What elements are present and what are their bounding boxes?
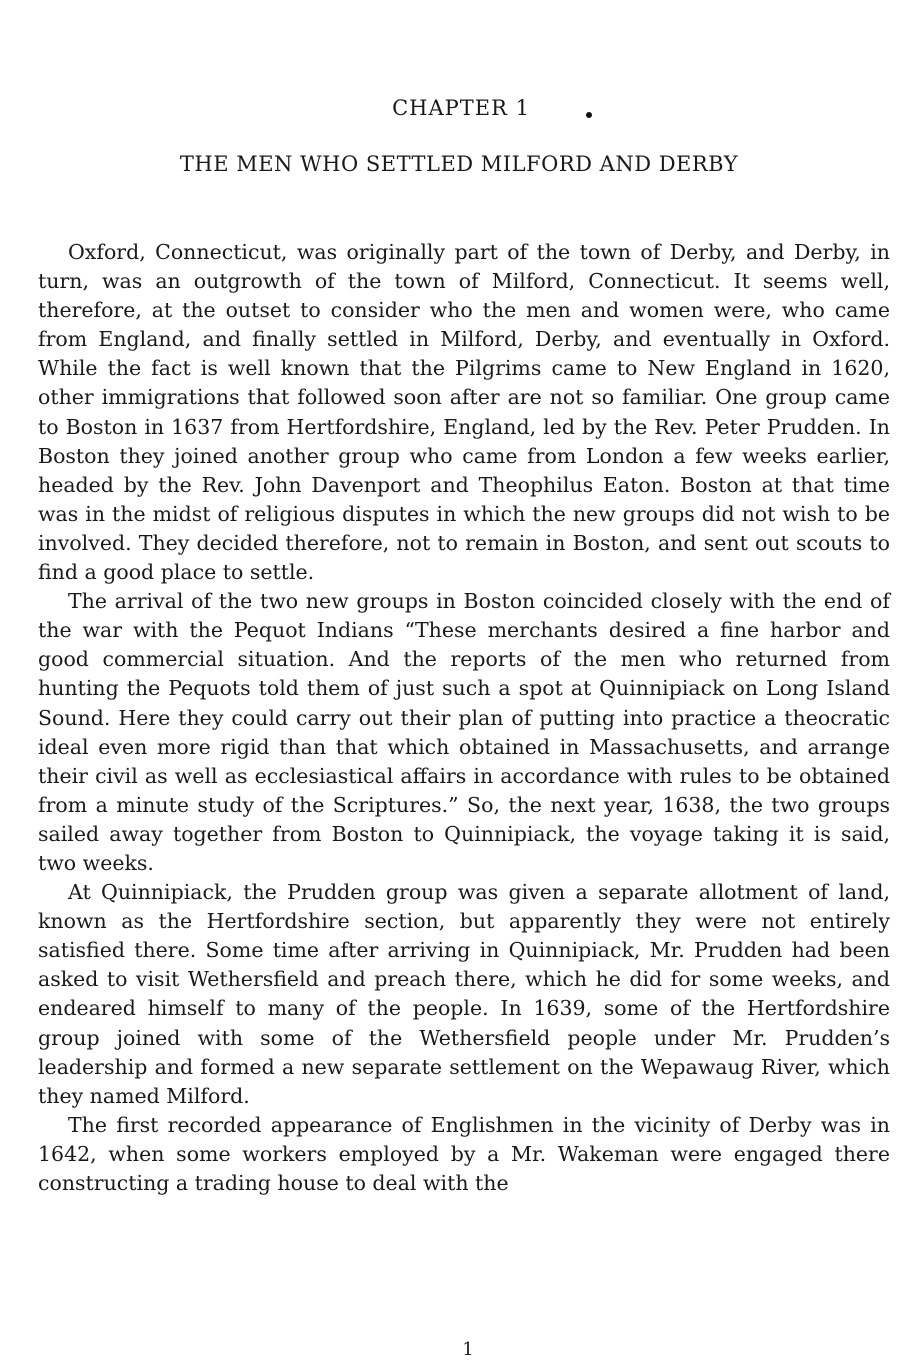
body-text — [38, 238, 890, 1198]
chapter-label: CHAPTER 1 — [392, 96, 530, 120]
chapter-title: THE MEN WHO SETTLED MILFORD AND DERBY — [179, 152, 739, 176]
paragraph: At Quinnipiack, the Prudden group was given a separate allotment of land, known as the Hertfordshire section, but apparently they were not entirely satisfied there. Some time after arriving in Quinnipiack, Mr. Prudden had been asked to visit Wethersfield and preach there, which he did for some weeks, and endeared himself to many of the people. In 1639, some of the Hertfordshire group joined with some of the Wethersfield people under Mr. Prudden’s leadership and formed a new separate settlement on the Wepawaug River, which they named Milford. — [38, 880, 890, 1108]
paragraph: The first recorded appearance of Englishmen in the vicinity of Derby was in 1642, when some workers employed by a Mr. Wakeman were engaged there constructing a trading house to deal with the — [38, 1112, 890, 1195]
paragraph: The arrival of the two new groups in Boston coincided closely with the end of the war with the Pequot Indians “These merchants desired a fine harbor and good commercial situation. And the reports of the men who returned from hunting the Pequots told them of just such a spot at Quinnipiack on Long Island Sound. Here they could carry out their plan of putting into practice a theocratic ideal even more rigid than that which obtained in Massachusetts, and arrange their civil as well as ecclesiastical affairs in accordance with rules to be obtained from a minute study of the Scriptures.” So, the next year, 1638, the two groups sailed away together from Boston to Quinnipiack, the voyage taking it is said, two weeks. — [38, 589, 890, 875]
paragraph: Oxford, Connecticut, was originally part of the town of Derby, and Derby, in turn, was an outgrowth of the town of Milford, Connecticut. It seems well, therefore, at the outset to consider who the men and women were, who came from England, and finally settled in Milford, Derby, and eventually in Oxford. While the fact is well known that the Pilgrims came to New England in 1620, other immigrations that followed soon after are not so familiar. One group came to Boston in 1637 from Hertfordshire, England, led by the Rev. Peter Prudden. In Boston they joined another group who came from London a few weeks earlier, headed by the Rev. John Davenport and Theophilus Eaton. Boston at that time was in the midst of religious disputes in which the new groups did not wish to be involved. They decided therefore, not to remain in Boston, and sent out scouts to find a good place to settle. — [38, 240, 890, 585]
ink-dot-mark — [586, 112, 592, 118]
page-number: 1 — [462, 1339, 474, 1360]
